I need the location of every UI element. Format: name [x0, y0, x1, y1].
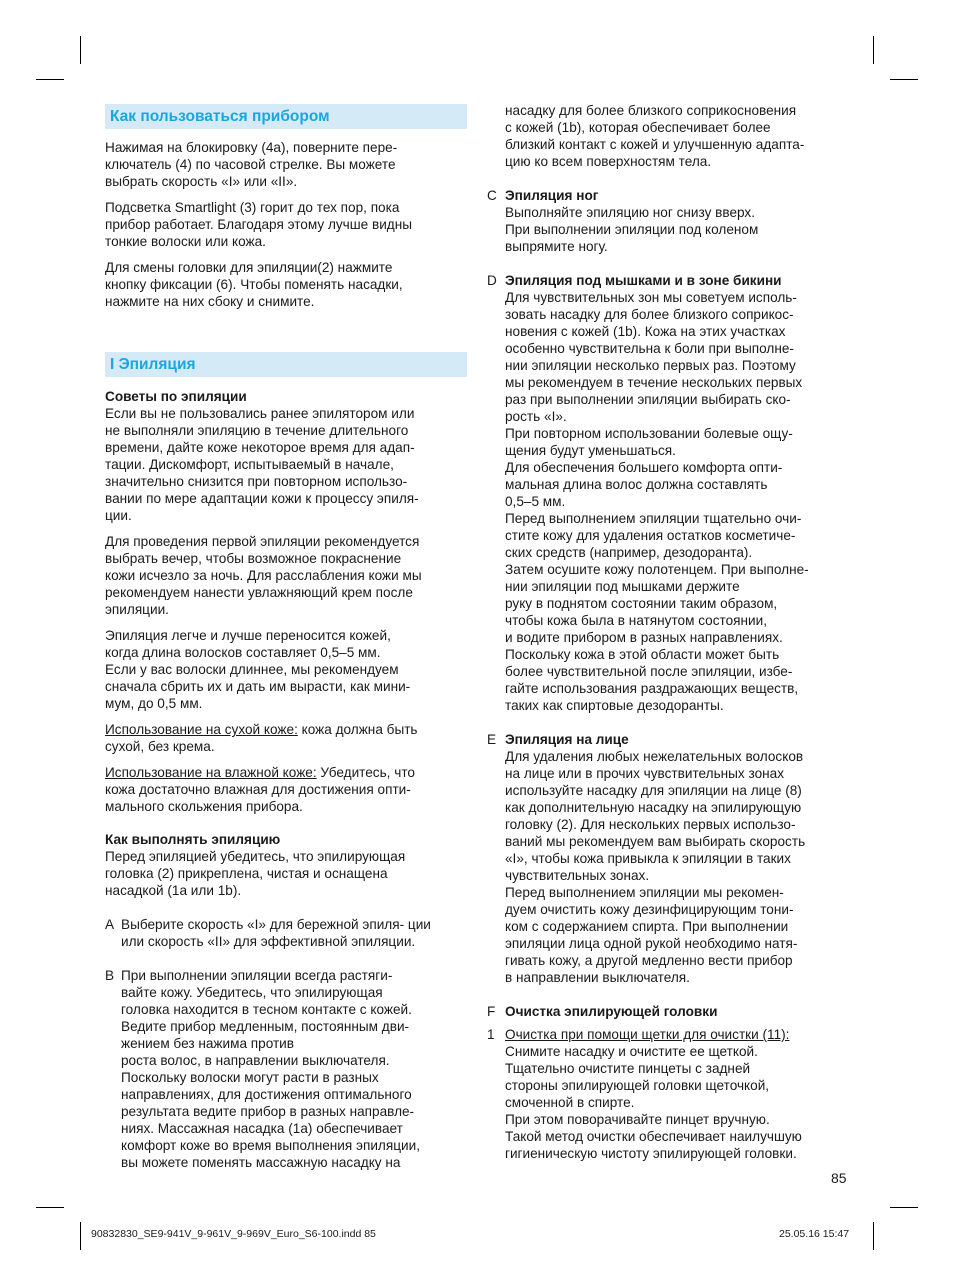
step-title: Очистка эпилирующей головки: [505, 1004, 718, 1019]
crop-mark: [80, 1222, 81, 1250]
underlined-label: Использование на влажной коже:: [105, 765, 317, 780]
paragraph: Эпиляция легче и лучше переносится кожей, когда длина волосков составляет 0,5–5 мм. Если у вас волоски длиннее, мы рекомендуем сначала сбрить их и дать им вырасти, как мини- мум, до 0,5 мм.: [105, 628, 411, 711]
step-title: Эпиляция ног: [505, 188, 599, 203]
paragraph: Перед эпиляцией убедитесь, что эпилирующая головка (2) прикреплена, чистая и оснащена насадкой (1a или 1b).: [105, 849, 406, 898]
section-heading-epilation: I Эпиляция: [105, 352, 467, 377]
step-marker: B: [105, 968, 115, 983]
underlined-label: Очистка при помощи щетки для очистки (11):: [505, 1027, 790, 1042]
section-heading-usage: Как пользоваться прибором: [105, 104, 467, 129]
paragraph: Подсветка Smartlight (3) горит до тех пор, пока прибор работает. Благодаря этому лучше видны тонкие волоски или кожа.: [105, 200, 413, 249]
paragraph: Если вы не пользовались ранее эпилятором или не выполняли эпиляцию в течение длительного времени, дайте коже некоторое время для адап- тации. Дискомфорт, испытываемый в начале, значительно снизится при повторном использо- вании по мере адаптации кожи к процессу эпиля- ции.: [105, 406, 419, 523]
step-text: Выберите скорость «I» для бережной эпиля- ции или скорость «II» для эффективной эпиляции.: [121, 917, 431, 949]
step-marker: 1: [487, 1027, 495, 1042]
crop-mark: [873, 36, 874, 64]
paragraph-dry-use: [105, 721, 467, 755]
subheading-how: Как выполнять эпиляцию: [105, 832, 281, 847]
step-marker: D: [487, 273, 497, 288]
crop-mark: [890, 1207, 918, 1208]
step-e-text: Для удаления любых нежелательных волосков на лице или в прочих чувствительных зонах используйте насадку для эпиляции на лице (8) как дополнительную насадку на эпилирующую головку (2). Для нескольких первых использо- ваний мы рекомендуем вам выбирать скорость «I», чтобы кожа привыкла к эпиляции в таких чувствительных зонах. Перед выполнением эпиляции мы рекомен- дуем очистить кожу дезинфицирующим тони- ком с содержанием спирта. При выполнении эпиляции лица одной рукой необходимо натя- гивать кожу, а другой медленно вести прибор в направлении выключателя.: [505, 749, 806, 985]
page-number: 85: [831, 1170, 847, 1186]
subheading-tips: Советы по эпиляции: [105, 389, 247, 404]
text: Убедитесь, что: [316, 765, 415, 780]
crop-mark: [890, 79, 918, 80]
right-column: [487, 102, 852, 1162]
left-column: [105, 104, 467, 1171]
step-marker: E: [487, 732, 497, 747]
paragraph-wet-use: [105, 764, 467, 815]
paragraph: Для смены головки для эпиляции(2) нажмите кнопку фиксации (6). Чтобы поменять насадки, нажмите на них сбоку и снимите.: [105, 260, 403, 309]
step-marker: F: [487, 1004, 496, 1019]
step-e-heading: [487, 731, 852, 748]
step-title: Эпиляция под мышками и в зоне бикини: [505, 273, 782, 288]
step-title: Эпиляция на лице: [505, 732, 629, 747]
underlined-label: Использование на сухой коже:: [105, 722, 298, 737]
paragraph: Нажимая на блокировку (4a), поверните пере- ключатель (4) по часовой стрелке. Вы можете выбрать скорость «I» или «II».: [105, 140, 398, 189]
paragraph-continued: насадку для более близкого соприкосновения с кожей (1b), которая обеспечивает более близкий контакт с кожей и улучшенную адапта- цию ко всем поверхностям тела.: [505, 103, 805, 169]
step-a: [105, 916, 467, 950]
step-marker: C: [487, 188, 497, 203]
step-c-heading: [487, 187, 852, 204]
footer-file-info: 90832830_SE9-941V_9-961V_9-969V_Euro_S6-100.indd 85: [91, 1228, 376, 1240]
step-b: [105, 967, 467, 1171]
crop-mark: [873, 1222, 874, 1250]
step-d-text: Для чувствительных зон мы советуем исполь- зовать насадку для более близкого соприкос- новения с кожей (1b). Кожа на этих участках особенно чувствительна к боли при выполне- нии эпиляции несколько первых раз. Поэтому мы рекомендуем в течение нескольких первых раз при выполнении эпиляции выбирать ско- рость «I». При повторном использовании болевые ощу- щения будут уменьшаться. Для обеспечения большего комфорта опти- мальная длина волос должна составлять 0,5–5 мм. Перед выполнением эпиляции тщательно очи- стите кожу для удаления остатков косметиче- ских средств (например, дезодоранта). Затем осушите кожу полотенцем. При выполне- нии эпиляции под мышками держите руку в поднятом состоянии таким образом, чтобы кожа была в натянутом состоянии, и водите прибором в разных направлениях. Поскольку кожа в этой области может быть более чувствительной после эпиляции, избе- гайте использования раздражающих веществ, таких как спиртовые дезодоранты.: [505, 290, 809, 713]
step-f-heading: [487, 1003, 852, 1020]
step-d-heading: [487, 272, 852, 289]
text: кожа должна быть: [297, 722, 418, 737]
step-marker: A: [105, 917, 115, 932]
text: кожа достаточно влажная для достижения опти- мального скольжения прибора.: [105, 782, 411, 814]
crop-mark: [80, 36, 81, 64]
text: сухой, без крема.: [105, 739, 215, 754]
step-f1-text: Снимите насадку и очистите ее щеткой. Тщательно очистите пинцеты с задней стороны эпилирующей головки щеточкой, смоченной в спирте. При этом поворачивайте пинцет вручную. Такой метод очистки обеспечивает наилучшую гигиеническую чистоту эпилирующей головки.: [505, 1044, 802, 1161]
crop-mark: [36, 79, 64, 80]
footer-timestamp: 25.05.16 15:47: [779, 1228, 850, 1240]
step-c-text: Выполняйте эпиляцию ног снизу вверх. При выполнении эпиляции под коленом выпрямите ногу.: [505, 205, 759, 254]
paragraph: Для проведения первой эпиляции рекомендуется выбрать вечер, чтобы возможное покраснение кожи исчезло за ночь. Для расслабления кожи мы рекомендуем нанести увлажняющий крем после эпиляции.: [105, 534, 422, 617]
step-text: При выполнении эпиляции всегда растяги- вайте кожу. Убедитесь, что эпилирующая головка находится в тесном контакте с кожей. Ведите прибор медленным, постоянным дви- жением без нажима против роста волос, в направлении выключателя. Поскольку волоски могут расти в разных направлениях, для достижения оптимального результата ведите прибор в разных направле- ниях. Массажная насадка (1a) обеспечивает комфорт коже во время выполнения эпиляции, вы можете поменять массажную насадку на: [121, 968, 420, 1170]
step-f1-heading: [487, 1026, 852, 1043]
crop-mark: [36, 1207, 64, 1208]
